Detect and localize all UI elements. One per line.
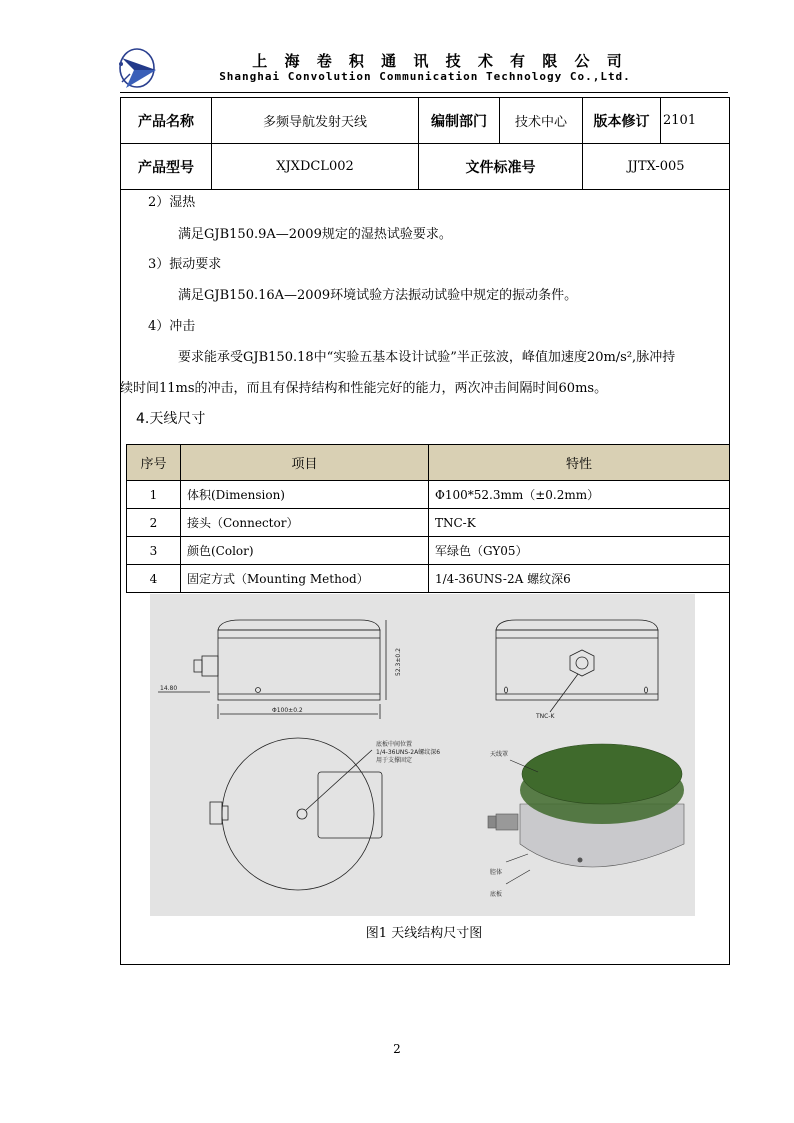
row-no: 3 [127, 537, 181, 565]
table-row [127, 565, 730, 593]
mount-note-line1: 底板中间位置 [376, 741, 413, 748]
top-view [210, 738, 382, 890]
spec-header-row [127, 445, 730, 481]
col-header-no: 序号 [127, 445, 181, 481]
info-row [121, 144, 730, 190]
vibration-title: 3）振动要求 [148, 257, 222, 272]
col-header-item: 项目 [181, 445, 429, 481]
table-row [127, 481, 730, 509]
antenna-3d-render [488, 744, 684, 867]
shock-text-line2: 续时间11ms的冲击，而且有保持结构和性能完好的能力，两次冲击间隔时间60ms。 [120, 381, 608, 396]
revision-value: 2101 [661, 98, 730, 144]
humidity-text: 满足GJB150.9A—2009规定的湿热试验要求。 [178, 227, 452, 242]
header-rule [120, 92, 728, 93]
product-name-label: 产品名称 [121, 98, 212, 144]
company-name-en: Shanghai Convolution Communication Technology Co.,Ltd. [219, 70, 631, 83]
section-title-antenna-size: 4.天线尺寸 [136, 411, 206, 427]
mount-note-line3: 用于支撑固定 [376, 757, 413, 764]
figure-caption: 图1 天线结构尺寸图 [365, 926, 483, 941]
spec-table [126, 444, 730, 593]
row-no: 4 [127, 565, 181, 593]
document-info-table [120, 97, 730, 190]
connector-callout-label: TNC-K [536, 713, 555, 720]
row-item: 颜色(Color) [181, 537, 429, 565]
dim-height-label: 52.3±0.2 [395, 648, 402, 676]
radome-label: 天线罩 [490, 751, 509, 758]
side-view [496, 620, 658, 712]
vibration-text: 满足GJB150.16A—2009环境试验方法振动试验中规定的振动条件。 [178, 288, 578, 303]
table-row [127, 509, 730, 537]
company-logo [116, 44, 160, 90]
col-header-value: 特性 [429, 445, 730, 481]
row-value: TNC-K [429, 509, 730, 537]
info-row [121, 98, 730, 144]
base-plate-label: 底板 [490, 891, 503, 898]
mount-note-line2: 1/4-36UNS-2A螺纹深6 [376, 749, 441, 756]
model-label: 产品型号 [121, 144, 212, 190]
table-row [127, 537, 730, 565]
shock-text-line1: 要求能承受GJB150.18中“实验五基本设计试验”半正弦波，峰值加速度20m/s²,脉冲持 [178, 350, 676, 365]
cavity-label: 腔体 [490, 869, 503, 876]
front-view [158, 620, 386, 719]
row-item: 体积(Dimension) [181, 481, 429, 509]
dept-value: 技术中心 [500, 98, 583, 144]
row-value: 军绿色（GY05） [429, 537, 730, 565]
company-logo-icon [116, 44, 160, 90]
humidity-title: 2）湿热 [148, 195, 196, 210]
antenna-structure-drawing [150, 594, 695, 916]
drawing-svg [150, 594, 695, 916]
dim-diameter-label: Φ100±0.2 [272, 707, 303, 714]
row-item: 固定方式（Mounting Method） [181, 565, 429, 593]
row-item: 接头（Connector） [181, 509, 429, 537]
product-name-value: 多频导航发射天线 [212, 98, 419, 144]
row-no: 1 [127, 481, 181, 509]
shock-title: 4）冲击 [148, 319, 196, 334]
row-no: 2 [127, 509, 181, 537]
dept-label: 编制部门 [419, 98, 500, 144]
model-value: XJXDCL002 [212, 144, 419, 190]
revision-label: 版本修订 [583, 98, 661, 144]
doc-no-label: 文件标准号 [419, 144, 583, 190]
page-number: 2 [393, 1042, 401, 1056]
dim-connector-label: 14.80 [160, 685, 178, 692]
row-value: Φ100*52.3mm（±0.2mm） [429, 481, 730, 509]
company-name-cn: 上 海 卷 积 通 讯 技 术 有 限 公 司 [252, 52, 628, 70]
doc-no-value: JJTX-005 [583, 144, 730, 190]
row-value: 1/4-36UNS-2A 螺纹深6 [429, 565, 730, 593]
